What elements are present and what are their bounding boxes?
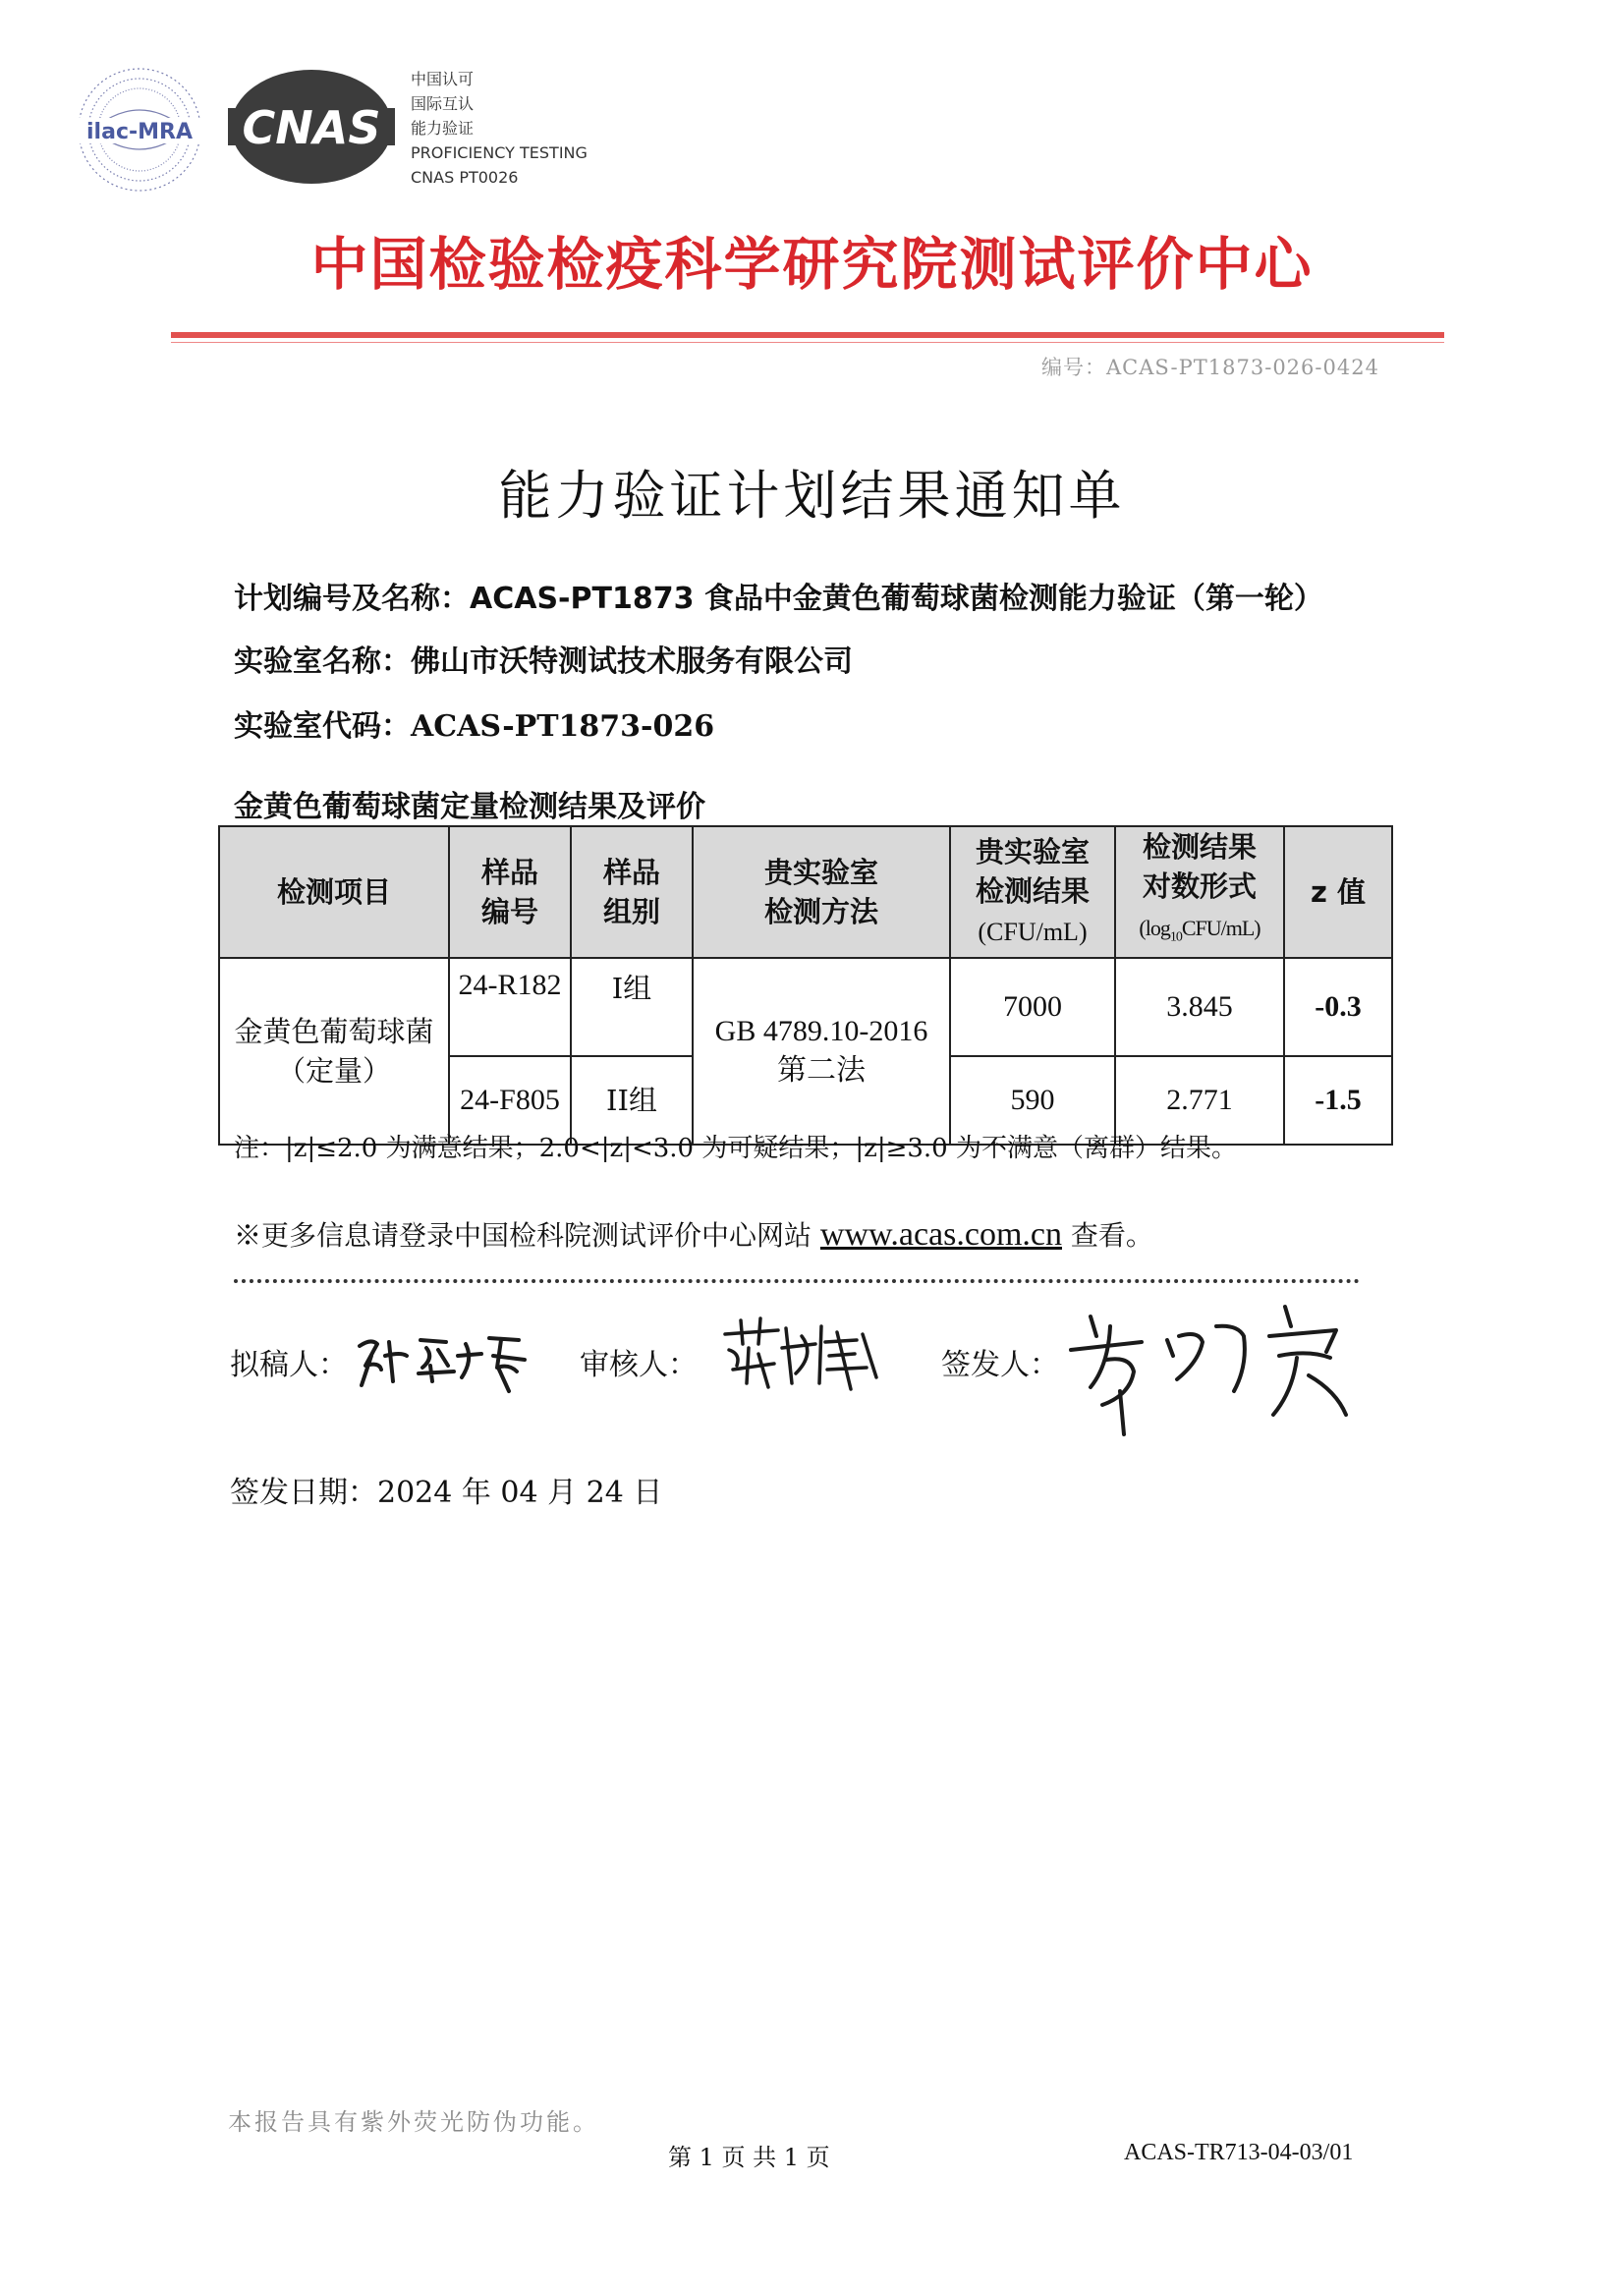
dotted-separator [234, 1279, 1360, 1283]
cell-z-score: -0.3 [1284, 958, 1392, 1056]
lab-code-label: 实验室代码： [234, 709, 411, 744]
accreditation-line: 中国认可 [411, 70, 475, 88]
cell-group: I组 [571, 958, 693, 1056]
document-number [1041, 352, 1379, 381]
cell-group: II组 [571, 1056, 693, 1145]
header-item: 检测项目 [219, 826, 449, 958]
header-group: 样品 组别 [571, 826, 693, 958]
drafter-label: 拟稿人： [230, 1348, 348, 1382]
header-method: 贵实验室 检测方法 [693, 826, 950, 958]
issuer-signature [1051, 1297, 1366, 1444]
header-rule-thin [171, 342, 1444, 343]
accreditation-line: CNAS PT0026 [411, 168, 519, 187]
svg-text:ilac-MRA: ilac-MRA [86, 120, 193, 144]
accreditation-line: 国际互认 [411, 94, 475, 113]
ilac-mra-logo [71, 61, 208, 198]
lab-code-value: ACAS-PT1873-026 [411, 709, 715, 744]
organization-title: 中国检验检疫科学研究院测试评价中心 [310, 231, 1314, 298]
lab-code-field [234, 701, 714, 745]
header-rule [171, 332, 1444, 338]
reviewer-label: 审核人： [580, 1348, 698, 1382]
header-log-result: 检测结果 对数形式 $(\log_{10}CFU/mL)$ [1115, 826, 1284, 958]
cell-method: GB 4789.10-2016 第二法 [693, 958, 950, 1145]
cell-log-result: 3.845 [1115, 958, 1284, 1056]
svg-text:CNAS: CNAS [242, 101, 381, 154]
issue-date: 签发日期：2024 年 04 月 24 日 [230, 1476, 663, 1510]
table-row [219, 958, 1392, 1056]
plan-value: ACAS-PT1873 食品中金黄色葡萄球菌检测能力验证（第一轮） [470, 582, 1323, 616]
page-number: 第 1 页 共 1 页 [668, 2144, 830, 2171]
document-number-value: ACAS-PT1873-026-0424 [1106, 356, 1379, 379]
results-table [218, 825, 1393, 1146]
more-info-prefix: ※更多信息请登录中国检科院测试评价中心网站 [234, 1219, 820, 1252]
more-info [234, 1214, 1153, 1254]
cell-sample-no: 24-F805 [449, 1056, 571, 1145]
cell-result: 7000 [950, 958, 1115, 1056]
table-header-row [219, 826, 1392, 958]
reviewer-signature [719, 1315, 886, 1397]
lab-name-value: 佛山市沃特测试技术服务有限公司 [411, 644, 853, 679]
cell-result: 590 [950, 1056, 1115, 1145]
cell-sample-no: 24-R182 [449, 958, 571, 1056]
evaluation-note: 注：|z|≤2.0 为满意结果；2.0<|z|<3.0 为可疑结果；|z|≥3.0 为不满意（离群）结果。 [234, 1134, 1237, 1163]
cnas-logo [228, 67, 395, 187]
form-code: ACAS-TR713-04-03/01 [1124, 2140, 1354, 2165]
website-link[interactable]: www.acas.com.cn [819, 1216, 1062, 1253]
plan-label: 计划编号及名称： [234, 582, 470, 616]
cell-item: 金黄色葡萄球菌 （定量） [219, 958, 449, 1145]
issuer-label: 签发人： [941, 1348, 1059, 1382]
lab-name-label: 实验室名称： [234, 644, 411, 679]
cell-z-score: -1.5 [1284, 1056, 1392, 1145]
section-title: 金黄色葡萄球菌定量检测结果及评价 [234, 790, 705, 824]
document-number-label: 编号： [1041, 356, 1106, 379]
accreditation-line: PROFICIENCY TESTING [411, 143, 588, 162]
header-z-score: z 值 [1284, 826, 1392, 958]
lab-name-field [234, 637, 853, 680]
header-result: 贵实验室 检测结果 (CFU/mL) [950, 826, 1115, 958]
header-sample-no: 样品 编号 [449, 826, 571, 958]
anti-counterfeit-note: 本报告具有紫外荧光防伪功能。 [228, 2108, 599, 2136]
plan-field [234, 574, 1323, 617]
page-title: 能力验证计划结果通知单 [498, 465, 1126, 527]
accreditation-line: 能力验证 [411, 119, 475, 138]
cell-log-result: 2.771 [1115, 1056, 1284, 1145]
drafter-signature [352, 1316, 538, 1395]
more-info-suffix: 查看。 [1062, 1219, 1153, 1252]
